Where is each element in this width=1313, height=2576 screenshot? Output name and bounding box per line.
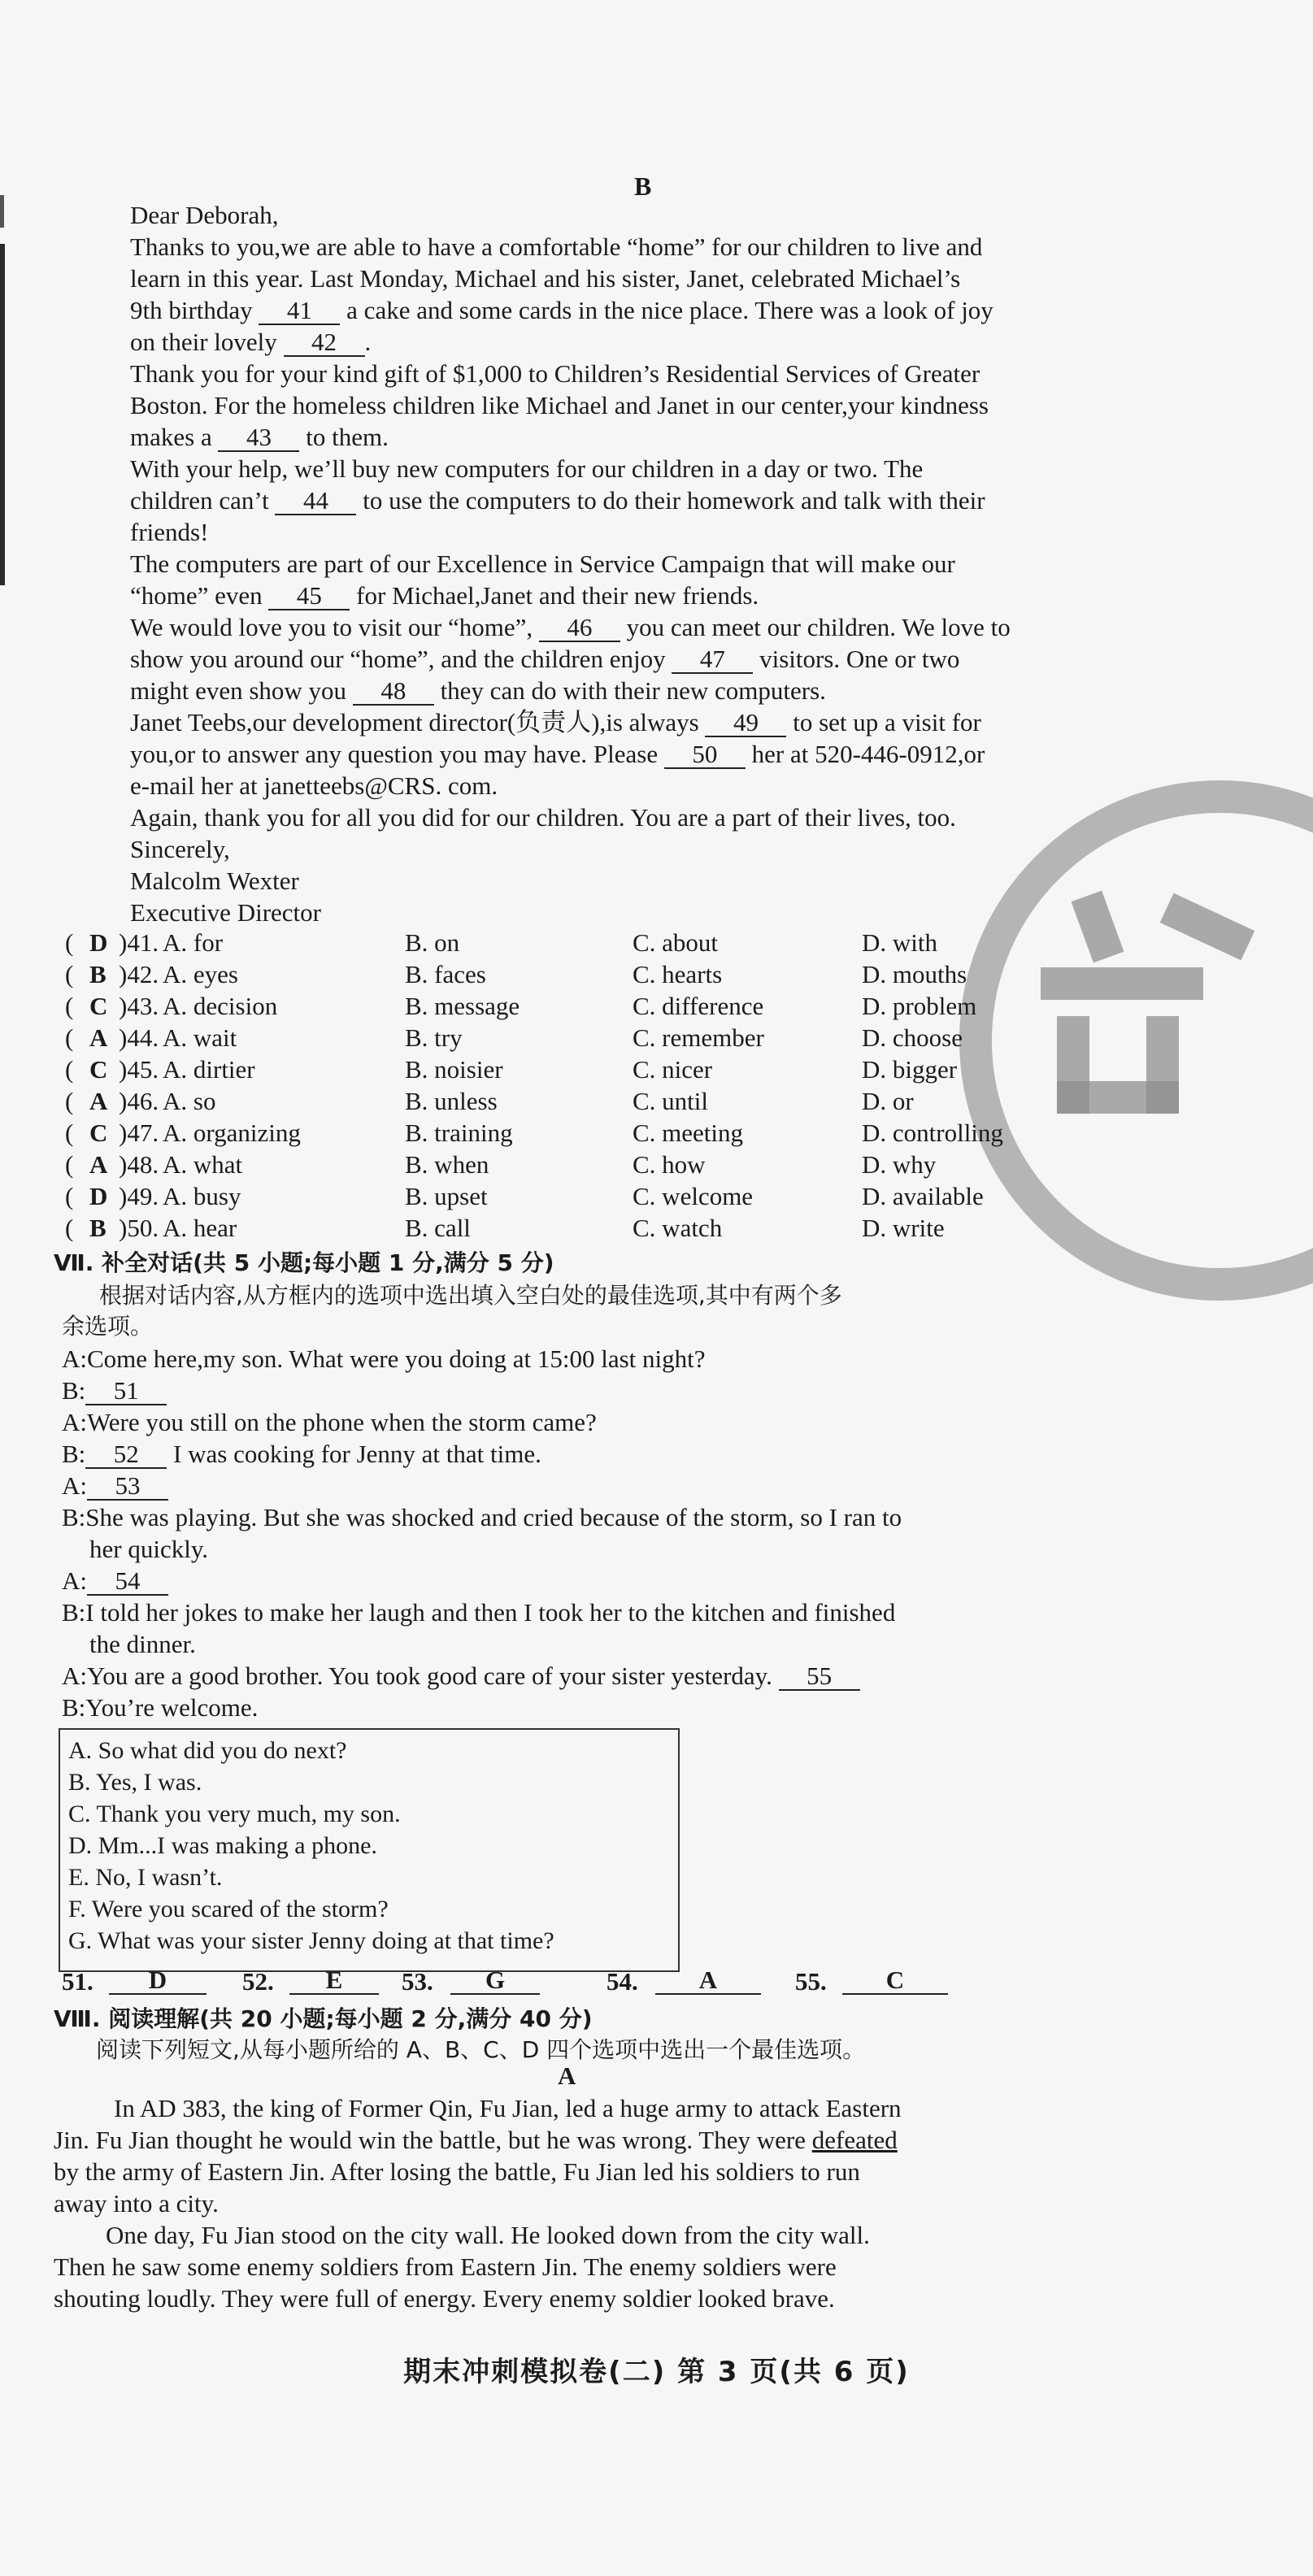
letter-line: Again, thank you for all you did for our children. You are a part of their lives, too.	[130, 803, 956, 832]
option-c: C. until	[633, 1087, 709, 1115]
letter-line: The computers are part of our Excellence in Service Campaign that will make our	[130, 550, 955, 578]
passage-line: away into a city.	[54, 2189, 219, 2218]
answer-value: C	[842, 1967, 948, 1995]
answer-number: 55.	[795, 1967, 827, 1996]
answer-letter: C	[89, 1119, 108, 1147]
answer-value: E	[289, 1967, 379, 1995]
answer-number: 51.	[62, 1967, 93, 1996]
option-item: D. Mm...I was making a phone.	[68, 1832, 377, 1859]
answer-row	[62, 1967, 1037, 2001]
passage-line: shouting loudly. They were full of energy. Every enemy soldier looked brave.	[54, 2284, 835, 2313]
question-number: )44.	[119, 1023, 159, 1052]
passage-line: Then he saw some enemy soldiers from Eastern Jin. The enemy soldiers were	[54, 2252, 837, 2281]
dialogue-line: B:She was playing. But she was shocked and cried because of the storm, so I ran to	[62, 1503, 902, 1531]
option-b: B. call	[405, 1214, 471, 1242]
letter-signature: Malcolm Wexter	[130, 867, 299, 895]
dialogue-line: A: 54	[62, 1565, 168, 1596]
letter-line: you,or to answer any question you may have. Please 50 her at 520-446-0912,or	[130, 740, 985, 768]
option-c: C. meeting	[633, 1119, 744, 1147]
paren-open: (	[65, 1023, 74, 1052]
blank-48: 48	[353, 678, 434, 706]
option-item: A. So what did you do next?	[68, 1737, 347, 1764]
question-number: )46.	[119, 1087, 159, 1115]
question-row	[65, 1214, 1081, 1245]
dialogue-line: B:I told her jokes to make her laugh and then I took her to the kitchen and finished	[62, 1598, 896, 1627]
option-a: A. hear	[163, 1214, 237, 1242]
answer-letter: B	[89, 1214, 107, 1242]
option-d: D. why	[862, 1150, 937, 1179]
paren-open: (	[65, 1150, 74, 1179]
blank-55: 55	[779, 1663, 860, 1691]
letter-closing: Sincerely,	[130, 835, 230, 863]
dialogue-line: A:You are a good brother. You took good care of your sister yesterday. 55	[62, 1660, 860, 1692]
question-row	[65, 1150, 1081, 1182]
paren-open: (	[65, 992, 74, 1020]
blank-54: 54	[87, 1568, 168, 1596]
option-a: A. wait	[163, 1023, 237, 1052]
answer-number: 54.	[607, 1967, 638, 1996]
option-c: C. nicer	[633, 1055, 713, 1084]
letter-line: friends!	[130, 518, 209, 546]
question-number: )42.	[119, 960, 159, 988]
question-number: )45.	[119, 1055, 159, 1084]
letter-line: makes a 43 to them.	[130, 423, 389, 451]
answer-letter: C	[89, 1055, 108, 1084]
option-item: C. Thank you very much, my son.	[68, 1801, 401, 1827]
question-row	[65, 1023, 1081, 1055]
letter-line: 9th birthday 41 a cake and some cards in the nice place. There was a look of joy	[130, 296, 993, 324]
option-a: A. what	[163, 1150, 243, 1179]
option-c: C. difference	[633, 992, 764, 1020]
question-row	[65, 928, 1081, 960]
option-b: B. faces	[405, 960, 486, 988]
paren-open: (	[65, 960, 74, 988]
passage-line: Jin. Fu Jian thought he would win the battle, but he was wrong. They were defeated	[54, 2126, 898, 2154]
option-c: C. about	[633, 928, 719, 957]
section-instructions: 余选项。	[62, 1313, 154, 1340]
binding-edge	[0, 244, 5, 585]
question-number: )49.	[119, 1182, 159, 1210]
blank-53: 53	[87, 1473, 168, 1501]
question-row	[65, 1119, 1081, 1150]
dialogue-line: B: 52 I was cooking for Jenny at that time.	[62, 1440, 541, 1468]
option-b: B. message	[405, 992, 520, 1020]
section-title: Ⅶ. 补全对话(共 5 小题;每小题 1 分,满分 5 分)	[54, 1249, 554, 1276]
letter-line: on their lovely 42 .	[130, 328, 372, 356]
dialogue-line: her quickly.	[89, 1535, 209, 1563]
blank-51: 51	[85, 1378, 167, 1405]
dialogue-line: the dinner.	[89, 1630, 196, 1658]
letter-line: children can’t 44 to use the computers to do their homework and talk with their	[130, 486, 985, 515]
question-row	[65, 1182, 1081, 1214]
paren-open: (	[65, 1182, 74, 1210]
paren-open: (	[65, 1087, 74, 1115]
option-b: B. when	[405, 1150, 489, 1179]
section-title: Ⅷ. 阅读理解(共 20 小题;每小题 2 分,满分 40 分)	[54, 2005, 593, 2032]
option-item: F. Were you scared of the storm?	[68, 1896, 389, 1922]
paren-open: (	[65, 1119, 74, 1147]
answer-letter: C	[89, 992, 108, 1020]
letter-line: Thank you for your kind gift of $1,000 to Children’s Residential Services of Greater	[130, 359, 980, 388]
underlined-word: defeated	[811, 2126, 898, 2154]
passage-line: by the army of Eastern Jin. After losing the battle, Fu Jian led his soldiers to run	[54, 2157, 860, 2186]
section-instructions: 根据对话内容,从方框内的选项中选出填入空白处的最佳选项,其中有两个多	[99, 1282, 842, 1309]
answer-letter: B	[89, 960, 107, 988]
answer-value: A	[655, 1967, 761, 1995]
option-d: D. write	[862, 1214, 945, 1242]
option-c: C. hearts	[633, 960, 723, 988]
option-b: B. upset	[405, 1182, 488, 1210]
option-d: D. choose	[862, 1023, 963, 1052]
blank-46: 46	[539, 615, 620, 642]
letter-line: might even show you 48 they can do with their new computers.	[130, 676, 826, 705]
letter-line: Boston. For the homeless children like Michael and Janet in our center,your kindness	[130, 391, 989, 419]
answer-number: 52.	[242, 1967, 274, 1996]
dialogue-line: A:Were you still on the phone when the storm came?	[62, 1408, 597, 1436]
passage-line: One day, Fu Jian stood on the city wall. He looked down from the city wall.	[106, 2221, 870, 2249]
passage-line: In AD 383, the king of Former Qin, Fu Jian, led a huge army to attack Eastern	[114, 2094, 902, 2122]
option-d: D. available	[862, 1182, 984, 1210]
option-a: A. eyes	[163, 960, 238, 988]
option-d: D. or	[862, 1087, 914, 1115]
letter-line: With your help, we’ll buy new computers for our children in a day or two. The	[130, 454, 924, 483]
paren-open: (	[65, 1214, 74, 1242]
blank-49: 49	[705, 710, 786, 737]
answer-letter: D	[89, 928, 108, 957]
letter-line: Thanks to you,we are able to have a comfortable “home” for our children to live and	[130, 232, 983, 261]
options-box	[59, 1728, 680, 1972]
question-number: )47.	[119, 1119, 159, 1147]
option-d: D. with	[862, 928, 937, 957]
option-c: C. remember	[633, 1023, 764, 1052]
letter-line: We would love you to visit our “home”, 46 you can meet our children. We love to	[130, 613, 1011, 641]
answer-number: 53.	[402, 1967, 433, 1996]
option-item: E. No, I wasn’t.	[68, 1864, 223, 1891]
binding-mark	[0, 195, 4, 228]
question-row	[65, 1055, 1081, 1087]
letter-line: “home” even 45 for Michael,Janet and their new friends.	[130, 581, 759, 610]
option-a: A. decision	[163, 992, 278, 1020]
option-d: D. mouths	[862, 960, 967, 988]
question-number: )48.	[119, 1150, 159, 1179]
blank-45: 45	[268, 583, 350, 610]
letter-line: Janet Teebs,our development director(负责人),is always 49 to set up a visit for	[130, 708, 981, 736]
section-instructions: 阅读下列短文,从每小题所给的 A、B、C、D 四个选项中选出一个最佳选项。	[96, 2036, 866, 2063]
option-b: B. training	[405, 1119, 513, 1147]
blank-43: 43	[218, 424, 299, 452]
option-c: C. welcome	[633, 1182, 754, 1210]
blank-52: 52	[85, 1441, 167, 1469]
answer-letter: A	[89, 1087, 108, 1115]
blank-42: 42	[284, 329, 365, 357]
paren-open: (	[65, 1055, 74, 1084]
option-b: B. try	[405, 1023, 463, 1052]
option-c: C. watch	[633, 1214, 723, 1242]
letter-line: learn in this year. Last Monday, Michael and his sister, Janet, celebrated Michael’s	[130, 264, 961, 293]
answer-value: G	[450, 1967, 540, 1995]
question-row	[65, 1087, 1081, 1119]
blank-41: 41	[259, 298, 340, 325]
dialogue-line: A:Come here,my son. What were you doing at 15:00 last night?	[62, 1344, 706, 1373]
letter-greeting: Dear Deborah,	[130, 201, 279, 229]
question-number: )50.	[119, 1214, 159, 1242]
dialogue-line: B: 51	[62, 1375, 167, 1406]
option-d: D. problem	[862, 992, 977, 1020]
letter-line: e-mail her at janetteebs@CRS. com.	[130, 771, 498, 800]
option-b: B. noisier	[405, 1055, 503, 1084]
dialogue-line: B:You’re welcome.	[62, 1693, 259, 1722]
passage-heading: B	[634, 172, 652, 201]
blank-50: 50	[664, 741, 746, 769]
letter-line: show you around our “home”, and the children enjoy 47 visitors. One or two	[130, 645, 960, 673]
blank-44: 44	[275, 488, 356, 515]
letter-signature-title: Executive Director	[130, 898, 321, 927]
answer-letter: D	[89, 1182, 108, 1210]
option-d: D. controlling	[862, 1119, 1003, 1147]
option-a: A. organizing	[163, 1119, 301, 1147]
dialogue-line: A: 53	[62, 1470, 168, 1501]
answer-letter: A	[89, 1150, 108, 1179]
option-d: D. bigger	[862, 1055, 958, 1084]
option-item: G. What was your sister Jenny doing at that time?	[68, 1927, 554, 1954]
option-item: B. Yes, I was.	[68, 1769, 202, 1796]
option-a: A. so	[163, 1087, 216, 1115]
option-b: B. on	[405, 928, 460, 957]
answer-value: D	[109, 1967, 207, 1995]
paren-open: (	[65, 928, 74, 957]
passage-heading: A	[558, 2061, 576, 2090]
option-b: B. unless	[405, 1087, 498, 1115]
option-c: C. how	[633, 1150, 706, 1179]
option-a: A. for	[163, 928, 224, 957]
option-a: A. busy	[163, 1182, 241, 1210]
question-number: )41.	[119, 928, 159, 957]
question-row	[65, 992, 1081, 1023]
blank-47: 47	[672, 646, 753, 674]
question-number: )43.	[119, 992, 159, 1020]
question-row	[65, 960, 1081, 992]
page-footer: 期末冲刺模拟卷(二) 第 3 页(共 6 页)	[403, 2356, 910, 2388]
option-a: A. dirtier	[163, 1055, 255, 1084]
answer-letter: A	[89, 1023, 108, 1052]
